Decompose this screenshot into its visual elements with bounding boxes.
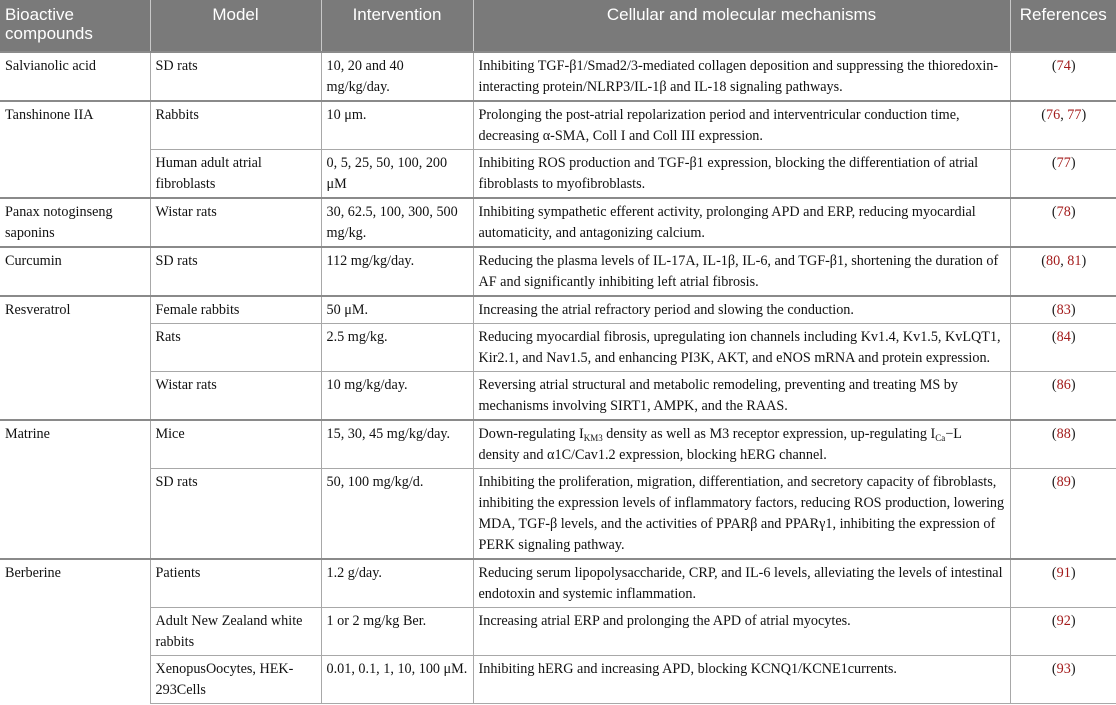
- mechanism-cell: Increasing atrial ERP and prolonging the APD of atrial myocytes.: [473, 608, 1010, 656]
- compound-cell: Panax notoginseng saponins: [0, 198, 150, 247]
- table-row: [0, 52, 1116, 101]
- compound-cell: Salvianolic acid: [0, 52, 150, 101]
- header-intervention: Intervention: [321, 0, 473, 52]
- compound-cell: Tanshinone IIA: [0, 101, 150, 198]
- intervention-cell: 15, 30, 45 mg/kg/day.: [321, 420, 473, 469]
- mechanism-cell: Inhibiting hERG and increasing APD, blocking KCNQ1/KCNE1currents.: [473, 656, 1010, 704]
- references-cell: (89): [1010, 469, 1116, 560]
- table-row: [0, 656, 1116, 704]
- references-cell: (92): [1010, 608, 1116, 656]
- table-row: [0, 469, 1116, 560]
- mechanism-text: density as well as M3 receptor expression, up-regulating I: [602, 426, 936, 442]
- model-cell: SD rats: [150, 52, 321, 101]
- model-cell: Rabbits: [150, 101, 321, 150]
- intervention-cell: 10 μm.: [321, 101, 473, 150]
- intervention-cell: 1.2 g/day.: [321, 559, 473, 608]
- table-row: [0, 198, 1116, 247]
- intervention-cell: 50, 100 mg/kg/d.: [321, 469, 473, 560]
- intervention-cell: 10, 20 and 40 mg/kg/day.: [321, 52, 473, 101]
- mechanism-cell: Reducing myocardial fibrosis, upregulating ion channels including Kv1.4, Kv1.5, KvLQT1, Kir2.1, and Nav1.5, and enhancing PI3K, AKT, and eNOS mRNA and protein expression.: [473, 324, 1010, 372]
- intervention-cell: 1 or 2 mg/kg Ber.: [321, 608, 473, 656]
- table-row: [0, 150, 1116, 199]
- intervention-cell: 0, 5, 25, 50, 100, 200 μM: [321, 150, 473, 199]
- header-mechanisms: Cellular and molecular mechanisms: [473, 0, 1010, 52]
- mechanism-cell: Inhibiting sympathetic efferent activity, prolonging APD and ERP, reducing myocardial automaticity, and antagonizing calcium.: [473, 198, 1010, 247]
- intervention-cell: 10 mg/kg/day.: [321, 372, 473, 421]
- table-row: [0, 608, 1116, 656]
- model-cell: Patients: [150, 559, 321, 608]
- mechanism-cell: Reversing atrial structural and metabolic remodeling, preventing and treating MS by mechanisms involving SIRT1, AMPK, and the RAAS.: [473, 372, 1010, 421]
- reference-link[interactable]: 77: [1056, 155, 1071, 171]
- intervention-cell: 30, 62.5, 100, 300, 500 mg/kg.: [321, 198, 473, 247]
- compound-cell: Resveratrol: [0, 296, 150, 420]
- intervention-cell: 112 mg/kg/day.: [321, 247, 473, 296]
- header-model: Model: [150, 0, 321, 52]
- references-cell: (77): [1010, 150, 1116, 199]
- table-row: [0, 420, 1116, 469]
- compound-cell: Matrine: [0, 420, 150, 559]
- model-cell: Wistar rats: [150, 372, 321, 421]
- reference-link[interactable]: 89: [1056, 474, 1071, 490]
- reference-link[interactable]: 84: [1056, 329, 1071, 345]
- header-row: [0, 0, 1116, 52]
- reference-link[interactable]: 78: [1056, 204, 1071, 220]
- mechanism-cell: Inhibiting the proliferation, migration, differentiation, and secretory capacity of fibroblasts, inhibiting the expression levels of inflammatory factors, reducing ROS production, lowering MDA, TGF-β levels, and the activities of PPARβ and PPARγ1, inhibiting the expression of PERK signaling pathway.: [473, 469, 1010, 560]
- model-cell: Female rabbits: [150, 296, 321, 324]
- reference-link[interactable]: 77: [1067, 107, 1082, 123]
- table-row: [0, 101, 1116, 150]
- references-cell: (91): [1010, 559, 1116, 608]
- reference-link[interactable]: 74: [1056, 58, 1071, 74]
- model-cell: SD rats: [150, 469, 321, 560]
- reference-link[interactable]: 76: [1046, 107, 1061, 123]
- mechanism-cell: Reducing the plasma levels of IL-17A, IL-1β, IL-6, and TGF-β1, shortening the duration of AF and significantly inhibiting left atrial fibrosis.: [473, 247, 1010, 296]
- table-row: [0, 372, 1116, 421]
- reference-link[interactable]: 91: [1056, 565, 1071, 581]
- intervention-cell: 2.5 mg/kg.: [321, 324, 473, 372]
- model-cell: Human adult atrial fibroblasts: [150, 150, 321, 199]
- mechanism-text: −L density and α1C/Cav1.2 expression, blocking hERG channel.: [478, 426, 962, 463]
- references-cell: (93): [1010, 656, 1116, 704]
- model-cell: Rats: [150, 324, 321, 372]
- intervention-cell: 0.01, 0.1, 1, 10, 100 μM.: [321, 656, 473, 704]
- references-cell: (88): [1010, 420, 1116, 469]
- reference-link[interactable]: 93: [1056, 661, 1071, 677]
- mechanism-cell: Prolonging the post-atrial repolarization period and interventricular conduction time, decreasing α-SMA, Coll I and Coll III expression.: [473, 101, 1010, 150]
- references-cell: (80, 81): [1010, 247, 1116, 296]
- table-row: [0, 247, 1116, 296]
- model-cell: Mice: [150, 420, 321, 469]
- model-cell: SD rats: [150, 247, 321, 296]
- reference-link[interactable]: 86: [1056, 377, 1071, 393]
- mechanism-cell: [473, 420, 1010, 469]
- header-bioactive-compounds: Bioactive compounds: [0, 0, 150, 52]
- compound-cell: Berberine: [0, 559, 150, 704]
- mechanism-cell: Inhibiting TGF-β1/Smad2/3-mediated collagen deposition and suppressing the thioredoxin-interacting protein/NLRP3/IL-1β and IL-18 signaling pathways.: [473, 52, 1010, 101]
- mechanism-text: Down-regulating I: [478, 426, 584, 442]
- references-cell: (78): [1010, 198, 1116, 247]
- subscript: KM3: [583, 433, 603, 443]
- compound-cell: Curcumin: [0, 247, 150, 296]
- model-cell: XenopusOocytes, HEK-293Cells: [150, 656, 321, 704]
- references-cell: (83): [1010, 296, 1116, 324]
- mechanism-cell: Reducing serum lipopolysaccharide, CRP, and IL-6 levels, alleviating the levels of intestinal endotoxin and systemic inflammation.: [473, 559, 1010, 608]
- table-row: [0, 559, 1116, 608]
- intervention-cell: 50 μM.: [321, 296, 473, 324]
- references-cell: (74): [1010, 52, 1116, 101]
- subscript: Ca: [935, 433, 946, 443]
- table-row: [0, 296, 1116, 324]
- references-cell: (84): [1010, 324, 1116, 372]
- mechanism-cell: Increasing the atrial refractory period and slowing the conduction.: [473, 296, 1010, 324]
- reference-link[interactable]: 81: [1067, 253, 1082, 269]
- references-cell: (86): [1010, 372, 1116, 421]
- reference-link[interactable]: 80: [1046, 253, 1061, 269]
- reference-link[interactable]: 83: [1056, 302, 1071, 318]
- reference-link[interactable]: 88: [1056, 426, 1071, 442]
- header-references: References: [1010, 0, 1116, 52]
- reference-link[interactable]: 92: [1056, 613, 1071, 629]
- model-cell: Wistar rats: [150, 198, 321, 247]
- table-row: [0, 324, 1116, 372]
- mechanism-cell: Inhibiting ROS production and TGF-β1 expression, blocking the differentiation of atrial fibroblasts to myofibroblasts.: [473, 150, 1010, 199]
- model-cell: Adult New Zealand white rabbits: [150, 608, 321, 656]
- references-cell: (76, 77): [1010, 101, 1116, 150]
